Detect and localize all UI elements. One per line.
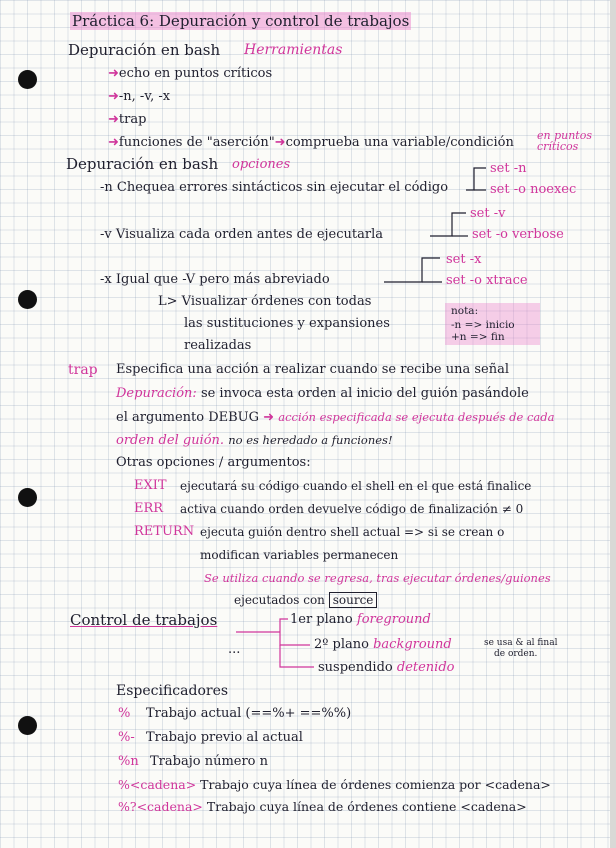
note-line: L> Visualizar órdenes con todas [158, 294, 372, 309]
job-state-en: detenido [396, 660, 455, 675]
section-heading: Control de trabajos [70, 611, 218, 629]
option-x: -x Igual que -V pero más abreviado [100, 272, 330, 287]
section-subheading: opciones [232, 157, 291, 172]
list-item: echo en puntos críticos [118, 66, 273, 81]
set-command: set -o verbose [472, 227, 564, 242]
signal-desc: activa cuando orden devuelve código de finalización ≠ 0 [180, 502, 524, 516]
section-heading: Depuración en bash [68, 41, 221, 59]
list-item: -n, -v, -x [118, 89, 171, 104]
signal-key: EXIT [134, 478, 167, 493]
signal-desc: ejecutados con [234, 593, 325, 607]
spec-desc: Trabajo previo al actual [146, 730, 303, 745]
option-n: -n Chequea errores sintácticos sin ejecutar el código [100, 180, 449, 195]
side-note: críticos [537, 140, 579, 153]
set-command: set -n [490, 161, 527, 176]
note-line: las sustituciones y expansiones [184, 316, 390, 331]
note-line: +n => fin [451, 331, 505, 343]
trap-line: el argumento DEBUG [116, 410, 260, 425]
trap-line: Especifica una acción a realizar cuando se recibe una señal [116, 362, 510, 377]
set-command: set -v [470, 206, 506, 221]
spec-key: %?<cadena> [118, 799, 203, 814]
spec-key: %- [118, 730, 135, 745]
assert-desc: comprueba una variable/condición [285, 135, 514, 150]
side-note: en puntos [537, 129, 592, 142]
spec-desc: Trabajo actual (==%+ ==%%) [146, 706, 352, 721]
notebook-page: Práctica 6: Depuración y control de trabajos Depuración en bash Herramientas ➜echo en puntos críticos ➜-n, -v, -x ➜trap ➜funciones de "aserción"➜comprueba una variable/condición en puntos críticos Depuración en bash opciones -n Chequea errores sintácticos sin ejecutar el código set -n set -o noexec -v Visualiza cada orden antes de ejecutarla set -v set -o verbose -x Igual que -V pero más abreviado set -x set -o xtrace L> Visualizar órdenes con todas las sustituciones y expansiones realizadas nota: -n => inicio +n => fin trap Especifica una acción a realizar cuando se recibe una señal Depuración: se invoca esta orden al inicio del guión pasándole el argumento DEBUG ➜ acción especificada se ejecuta después de cada orden del guión. no es heredado a funciones! Otras opciones / argumentos: EXIT ejecutará su código cuando el shell en el que está finalice ERR activa cuando orden devuelve código de finalización ≠ 0 RETURN ejecuta guión dentro shell actual => si se crean o modifican variables permanecen Se utiliza cuando se regresa, tras ejecutar órdenes/guiones ejecutados con source Control de trabajos ... 1er plano foreground 2º plano background suspendido detenido se usa & al final de orden. Especificadores % Trabajo actual (==%+ ==%%) %- Trabajo previo al actual %n Trabajo número n %<cadena> Trabajo cuya línea de órdenes comienza por <cadena> %?<cadena> Trabajo cuya línea de órdenes contiene <cadena> [0, 0, 616, 848]
job-state: 2º plano [314, 637, 369, 652]
option-v: -v Visualiza cada orden antes de ejecutarla [100, 227, 383, 242]
job-state: suspendido [318, 660, 393, 675]
dots: ... [228, 642, 241, 657]
job-state-en: background [373, 637, 452, 652]
set-command: set -o xtrace [446, 273, 528, 288]
section-subheading: Herramientas [244, 42, 343, 58]
note-line: -n => inicio [451, 319, 515, 331]
signal-key: RETURN [134, 524, 195, 539]
page-title: Práctica 6: Depuración y control de trabajos [72, 12, 410, 30]
trap-line: no es heredado a funciones! [228, 433, 393, 447]
signal-desc: modifican variables permanecen [200, 548, 399, 562]
note-line: nota: [451, 305, 479, 317]
list-item: trap [118, 112, 147, 127]
spec-desc: Trabajo cuya línea de órdenes comienza por <cadena> [200, 777, 551, 792]
signal-desc: ejecutará su código cuando el shell en el que está finalice [180, 479, 532, 493]
source-keyword: source [329, 592, 378, 608]
section-heading: Depuración en bash [66, 155, 219, 173]
signal-desc: ejecuta guión dentro shell actual => si se crean o [200, 525, 505, 539]
trap-line: se invoca esta orden al inicio del guión pasándole [200, 386, 529, 401]
spec-key: %n [118, 754, 139, 769]
signal-desc: Se utiliza cuando se regresa, tras ejecutar órdenes/guiones [204, 571, 551, 585]
set-command: set -x [446, 252, 482, 267]
note-line: realizadas [184, 338, 252, 353]
signal-key: ERR [134, 501, 164, 516]
job-state: 1er plano [290, 612, 353, 627]
trap-label: trap [68, 362, 98, 378]
spec-key: %<cadena> [118, 777, 197, 792]
side-note: se usa & al final [484, 638, 558, 648]
trap-line: orden del guión. [116, 433, 225, 448]
trap-line: acción especificada se ejecuta después de cada [278, 410, 555, 424]
trap-line: Otras opciones / argumentos: [116, 455, 311, 470]
job-state-en: foreground [356, 612, 431, 627]
trap-line: Depuración: [116, 386, 197, 401]
side-note: de orden. [494, 649, 538, 659]
set-command: set -o noexec [490, 182, 577, 197]
section-heading: Especificadores [116, 683, 229, 699]
list-item: funciones de "aserción" [118, 135, 275, 150]
spec-desc: Trabajo número n [150, 754, 269, 769]
spec-desc: Trabajo cuya línea de órdenes contiene <cadena> [206, 799, 527, 814]
spec-key: % [118, 706, 131, 721]
